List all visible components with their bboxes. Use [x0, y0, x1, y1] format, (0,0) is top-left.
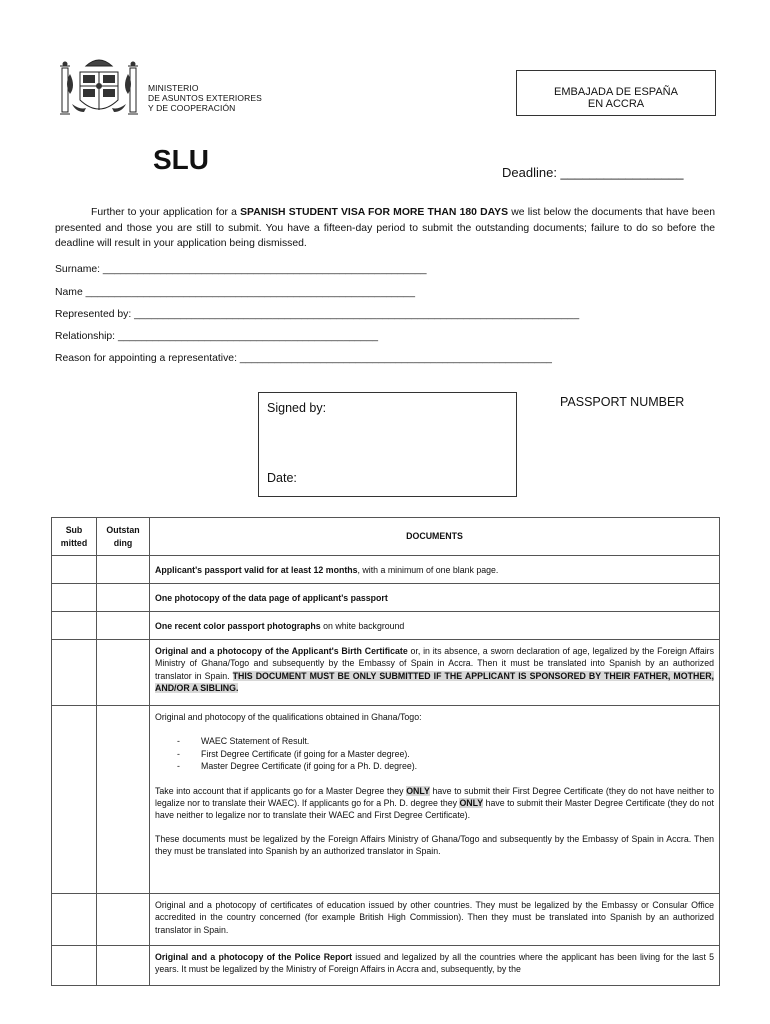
- submitted-checkbox[interactable]: [52, 584, 97, 612]
- only-emphasis: ONLY: [459, 798, 484, 809]
- surname-field[interactable]: Surname: ________________________________________________________: [55, 264, 427, 275]
- submitted-checkbox[interactable]: [52, 706, 97, 894]
- embassy-line-2: EN ACCRA: [587, 98, 645, 110]
- list-item: - Master Degree Certificate (if going for a Ph. D. degree).: [177, 760, 714, 772]
- doc-title: One recent color passport photographs: [155, 621, 321, 631]
- table-row: [52, 612, 720, 640]
- ministry-line-3: Y DE COOPERACIÓN: [148, 103, 236, 113]
- outstanding-checkbox[interactable]: [97, 556, 150, 584]
- doc-text: on white background: [320, 621, 405, 631]
- date-label: Date:: [267, 471, 297, 485]
- table-row: [52, 584, 720, 612]
- table-row: [52, 894, 720, 946]
- document-cell: [150, 894, 720, 946]
- document-title: SLU: [153, 144, 209, 175]
- doc-title: Applicant's passport valid for at least 12 months: [155, 565, 358, 575]
- submitted-checkbox[interactable]: [52, 946, 97, 986]
- note-part-a: Take into account that if applicants go for a Master Degree they: [155, 785, 407, 796]
- list-item: - First Degree Certificate (if going for a Master degree).: [177, 748, 714, 760]
- signature-box[interactable]: [258, 392, 517, 497]
- document-cell: [150, 612, 720, 640]
- reason-field[interactable]: Reason for appointing a representative: ______________________________________________________: [55, 353, 552, 364]
- qualification-list: [155, 735, 714, 772]
- table-row: [52, 706, 720, 894]
- submitted-checkbox[interactable]: [52, 640, 97, 706]
- outstanding-header: Outstan ding: [97, 518, 150, 556]
- coat-of-arms-logo: [58, 54, 142, 126]
- document-cell: [150, 706, 720, 894]
- submitted-checkbox[interactable]: [52, 612, 97, 640]
- only-emphasis: ONLY: [406, 785, 430, 796]
- legalization-note: These documents must be legalized by the Foreign Affairs Ministry of Ghana/Togo and subsequently by the Embassy of Spain in Accra. Then they must be translated into Spanish by an authorized translator in Spain.: [155, 833, 714, 857]
- embassy-box: [516, 70, 716, 116]
- documents-header: DOCUMENTS: [150, 518, 720, 556]
- ministry-line-2: DE ASUNTOS EXTERIORES: [148, 93, 262, 103]
- doc-text: issued and legalized by all the countries where the applicant has been living for the last 5 years. It must be legalized by the Ministry of Foreign Affairs in Accra and, subsequently, by the: [155, 952, 715, 975]
- documents-table: [51, 517, 720, 986]
- outstanding-checkbox[interactable]: [97, 584, 150, 612]
- list-item: - WAEC Statement of Result.: [177, 735, 714, 747]
- table-row: [52, 556, 720, 584]
- outstanding-checkbox[interactable]: [97, 706, 150, 894]
- table-row: [52, 640, 720, 706]
- table-header-row: [52, 518, 720, 556]
- note-part-b: have to submit their First Degree Certificate (they do not have neither to legalize nor to translate their WAEC). If applicants go for a Ph. D. degree they: [155, 785, 714, 809]
- doc-text: or, in its absence, a sworn declaration of age, legalized by the Foreign Affairs Ministry of Ghana/Togo and subsequently by the Embassy of Spain in Accra. Then it must be translated into Spanish by an authorized translator in Spain.: [155, 646, 714, 681]
- passport-number-label: PASSPORT NUMBER: [560, 395, 685, 409]
- outstanding-checkbox[interactable]: [97, 612, 150, 640]
- document-cell: [150, 556, 720, 584]
- note-part-c: have to submit their Master Degree Certificate (they do not have neither to legalize nor to translate their WAEC and First Degree Certificate).: [155, 798, 715, 821]
- doc-warning: THIS DOCUMENT MUST BE ONLY SUBMITTED IF THE APPLICANT IS SPONSORED BY THEIR FATHER, MOTHER, AND/OR A SIBLING.: [155, 670, 714, 694]
- signed-by-label: Signed by:: [267, 401, 327, 415]
- outstanding-checkbox[interactable]: [97, 946, 150, 986]
- doc-text: Original and a photocopy of certificates of education issued by other countries. They must be legalized by the Embassy or Consular Office accredited in the country concerned (for example British High Commission). Then they must be translated into Spanish by an authorized translator in Spain.: [155, 900, 714, 935]
- outstanding-checkbox[interactable]: [97, 894, 150, 946]
- deadline-field[interactable]: Deadline: _________________: [502, 165, 684, 180]
- doc-text: Original and photocopy of the qualifications obtained in Ghana/Togo:: [155, 712, 422, 722]
- submitted-checkbox[interactable]: [52, 556, 97, 584]
- ministry-name: [148, 83, 262, 113]
- doc-title: Original and a photocopy of the Police Report: [155, 952, 353, 962]
- represented-by-field[interactable]: Represented by: _____________________________________________________________________________: [55, 309, 580, 320]
- table-row: [52, 946, 720, 986]
- intro-pre: Further to your application for a: [91, 207, 241, 218]
- embassy-line-1: EMBAJADA DE ESPAÑA: [554, 86, 678, 98]
- name-field[interactable]: Name _________________________________________________________: [55, 287, 415, 298]
- degree-note: [155, 785, 714, 822]
- intro-visa-type: SPANISH STUDENT VISA FOR MORE THAN 180 DAYS: [240, 207, 509, 218]
- doc-text: , with a minimum of one blank page.: [357, 565, 499, 575]
- outstanding-checkbox[interactable]: [97, 640, 150, 706]
- doc-title: Original and a photocopy of the Applicant's Birth Certificate: [155, 646, 408, 656]
- document-cell: [150, 946, 720, 986]
- document-cell: [150, 584, 720, 612]
- intro-paragraph: [55, 205, 715, 252]
- intro-post: we list below the documents that have been presented and those you are still to submit. You have a fifteen-day period to submit the outstanding documents; failure to do so before the deadline will result in your application being dismissed.: [55, 207, 715, 249]
- doc-title: One photocopy of the data page of applicant's passport: [155, 593, 388, 603]
- relationship-field[interactable]: Relationship: _____________________________________________: [55, 331, 379, 342]
- ministry-line-1: MINISTERIO: [148, 83, 199, 93]
- submitted-checkbox[interactable]: [52, 894, 97, 946]
- submitted-header: Sub mitted: [52, 518, 97, 556]
- document-cell: [150, 640, 720, 706]
